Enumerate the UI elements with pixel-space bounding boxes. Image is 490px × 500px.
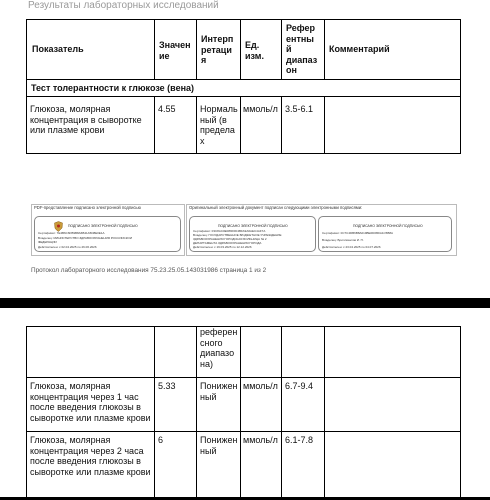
signature-line: Владелец: МИНИСТЕРСТВО ЗДРАВООХРАНЕНИЯ РОССИЙСКОЙ [38,237,133,240]
signature-title: ПОДПИСАНО ЭЛЕКТРОННОЙ ПОДПИСЬЮ [68,224,138,228]
test-interpretation: Понижен ный [200,381,238,402]
table-header-bottom [26,79,460,80]
test-value: 6 [158,435,164,445]
test-value: 4.55 [158,104,176,114]
page-heading: Результаты лабораторных исследований [28,0,219,11]
col-div [324,19,325,80]
table-border-right [460,19,461,154]
table-border-right [460,326,461,500]
col-div [196,326,197,500]
signature-line: Владелец: Бриллиантов И. П. [322,239,364,242]
signature-line: Действителен: с 02.04.2025 по 26.06.2026 [38,246,97,249]
column-header-unit: Ед. изм. [245,40,264,61]
signature-line: Сертификат: 7E4B6C6FB9B8A6B41A5D8E0E1A [38,232,105,235]
section-title: Тест толерантности к глюкозе (вена) [31,83,195,93]
table-border-top [26,326,460,327]
test-unit: ммоль/л [243,104,278,114]
test-value: 5.33 [158,381,176,391]
table-row-bottom [26,377,460,378]
col-div [281,19,282,80]
col-div [154,96,155,154]
test-reference: 6.1-7.8 [285,435,314,445]
signature-header-right: Оригинальный электронный документ подписан следующими электронными подписями: [189,205,363,210]
signature-line: Действителен: с 19.03.2025 по 12.12.2026 [193,246,252,249]
column-header-reference: Рефер ентны й диапаз он [286,23,318,75]
test-name: Глюкоза, молярная концентрация в сыворотке или плазме крови [30,104,142,135]
table-row-bottom [26,431,460,432]
table-section-bottom [26,96,460,97]
table-row-bottom [26,153,460,154]
col-div [154,19,155,80]
column-header-interpretation: Интерп ретаци я [201,34,234,65]
col-div [324,326,325,500]
signature-line: ЗДРАВООХРАНЕНИЯ ГОРОДСКАЯ БОЛЬНИЦА № 2 [193,238,267,241]
signature-line: Владелец: ГОСУДАРСТВЕННОЕ БЮДЖЕТНОЕ УЧРЕЖДЕНИЕ [193,234,282,237]
test-interpretation: Нормаль ный (в предела х [200,104,238,146]
signature-line: Действителен: с 23.04.2025 по 04.07.2026 [322,246,381,249]
col-div [154,326,155,500]
test-reference: 3.5-6.1 [285,104,314,114]
test-reference: 6.7-9.4 [285,381,314,391]
signature-line: Сертификат: 0C7C4DB6B8A019BE0D08DA1C5B8A [322,232,394,235]
page-footer: Протокол лабораторного исследования 75.23.25.05.143031986 страница 1 из 2 [31,267,267,274]
column-header-indicator: Показатель [32,44,84,54]
page-divider [0,298,490,308]
test-interpretation: Понижен ный [200,435,238,456]
col-div [240,19,241,80]
test-name: Глюкоза, молярная концентрация через 2 часа после введения глюкозы в сыворотке или плазме крови [30,435,151,477]
col-div [196,96,197,154]
signature-line: ДЕПАРТАМЕНТА ЗДРАВООХРАНЕНИЯ ГОРОДА [193,242,262,245]
signature-line: Сертификат: 03C8AC0E089F0D4BFA9A6AEC4AF7A [193,230,266,233]
table-border-top [26,19,460,20]
signature-title: ПОДПИСАНО ЭЛЕКТРОННОЙ ПОДПИСЬЮ [218,224,288,228]
col-div [324,96,325,154]
signature-header-left: PDF-представление подписано электронной подписью [34,205,141,210]
col-div [281,96,282,154]
emblem-icon [54,221,63,232]
col-div [240,326,241,500]
signature-title: ПОДПИСАНО ЭЛЕКТРОННОЙ ПОДПИСЬЮ [353,224,423,228]
col-div [240,96,241,154]
continuation-interpretation: референ сного диапазо на) [200,327,238,369]
table-border-left [26,326,27,500]
column-header-value: Значен ие [159,40,191,61]
col-div [196,19,197,80]
table-border-left [26,19,27,154]
test-name: Глюкоза, молярная концентрация через 1 час после введения глюкозы в сыворотке или плазме крови [30,381,151,423]
test-unit: ммоль/л [243,435,278,445]
signature-line: ФЕДЕРАЦИИ [38,241,57,244]
column-header-comment: Комментарий [329,44,390,54]
test-unit: ммоль/л [243,381,278,391]
col-div [281,326,282,500]
